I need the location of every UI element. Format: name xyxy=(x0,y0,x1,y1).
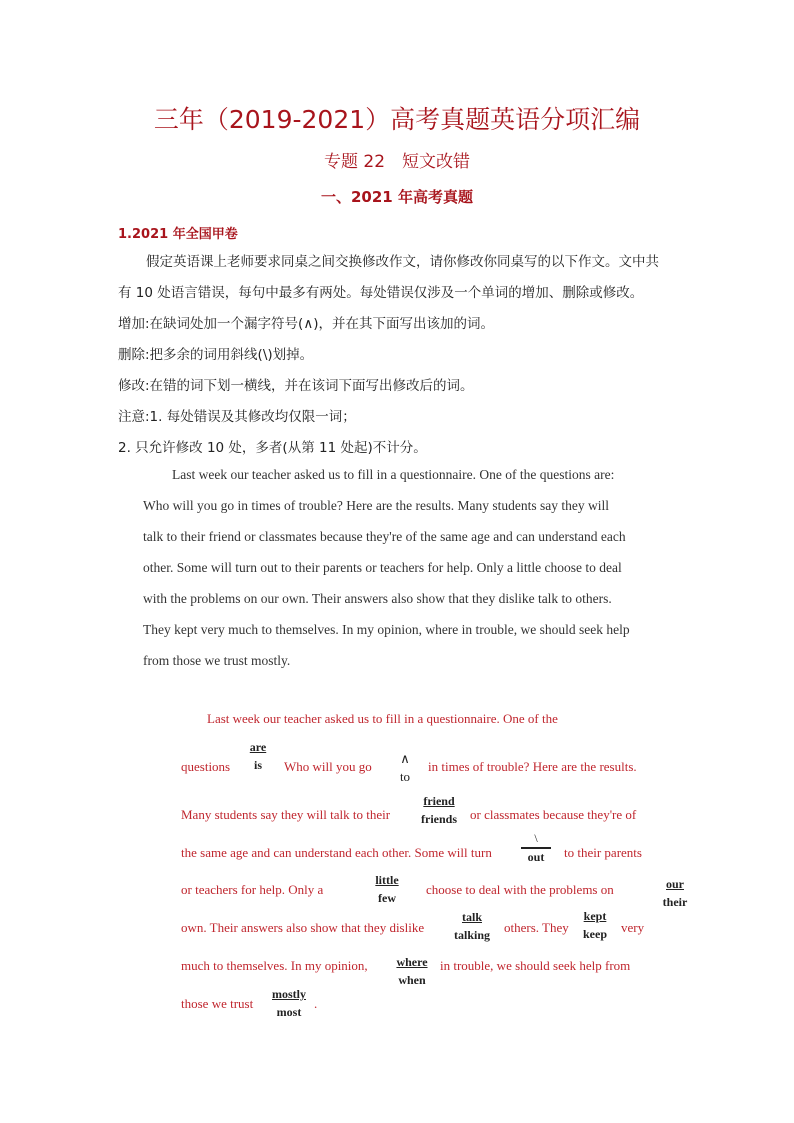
answer-text: questions xyxy=(181,759,231,774)
answer-text: own. Their answers also show that they dislike xyxy=(181,920,425,935)
correction-kept xyxy=(578,907,612,943)
fixed-word: friends xyxy=(421,812,457,826)
correction-where xyxy=(392,953,432,989)
answer-text: Many students say they will talk to their xyxy=(181,807,391,822)
fixed-word: to xyxy=(399,769,411,784)
fixed-word: most xyxy=(276,1005,302,1019)
correction-little xyxy=(370,871,404,907)
essay-line: from those we trust mostly. xyxy=(143,653,291,668)
wrong-word: where xyxy=(396,955,428,969)
wrong-word: mostly xyxy=(272,987,306,1001)
answer-text: . xyxy=(314,996,318,1011)
correction-delete-out xyxy=(521,832,551,864)
instruction-line: 注意:1. 每处错误及其修改均仅限一词； xyxy=(118,409,356,425)
wrong-word: kept xyxy=(583,909,607,923)
correction-mostly xyxy=(268,985,310,1021)
wrong-word: friend xyxy=(423,794,455,808)
instruction-line: 有 10 处语言错误，每句中最多有两处。每处错误仅涉及一个单词的增加、删除或修改。 xyxy=(118,285,644,301)
correction-talk xyxy=(450,908,494,944)
fixed-word: their xyxy=(662,895,688,909)
answer-text: or teachers for help. Only a xyxy=(181,882,324,897)
caret-mark: ∧ xyxy=(400,751,410,766)
answer-text: much to themselves. In my opinion, xyxy=(181,958,368,973)
answer-text: in trouble, we should seek help from xyxy=(440,958,631,973)
deleted-word: out xyxy=(527,850,545,864)
answer-text: or classmates because they're of xyxy=(470,807,637,822)
wrong-word: little xyxy=(375,873,399,887)
correction-friend xyxy=(417,792,461,828)
section-heading: 一、2021 年高考真题 xyxy=(321,188,473,206)
slash-mark: \ xyxy=(534,831,538,845)
answer-line: Last week our teacher asked us to fill in a questionnaire. One of the xyxy=(207,711,558,726)
essay-line: They kept very much to themselves. In my opinion, where in trouble, we should seek help xyxy=(143,622,630,637)
answer-text: others. They xyxy=(504,920,569,935)
fixed-word: keep xyxy=(583,927,607,941)
essay-line: Last week our teacher asked us to fill in a questionnaire. One of the questions are: xyxy=(172,467,615,482)
fixed-word: when xyxy=(398,973,426,987)
wrong-word: talk xyxy=(461,910,482,924)
correction-insert-to xyxy=(393,750,417,786)
topic-subtitle: 专题 22 短文改错 xyxy=(323,152,471,172)
correction-are-is xyxy=(246,738,270,774)
wrong-word: are xyxy=(249,740,267,754)
instruction-line: 删除:把多余的词用斜线(\)划掉。 xyxy=(118,347,314,363)
answer-text: Who will you go xyxy=(284,759,372,774)
answer-text: the same age and can understand each other. Some will turn xyxy=(181,845,492,860)
question-heading: 1.2021 年全国甲卷 xyxy=(118,227,238,242)
answer-text: choose to deal with the problems on xyxy=(426,882,614,897)
fixed-word: is xyxy=(253,758,262,772)
essay-line: other. Some will turn out to their parents or teachers for help. Only a little choose to deal xyxy=(143,560,622,575)
wrong-word: our xyxy=(666,877,684,891)
instruction-line: 修改:在错的词下划一横线，并在该词下面写出修改后的词。 xyxy=(118,378,474,394)
essay-line: talk to their friend or classmates because they're of the same age and can understand each xyxy=(143,529,626,544)
answer-text: to their parents xyxy=(564,845,642,860)
page-title: 三年（2019-2021）高考真题英语分项汇编 xyxy=(153,105,641,134)
instruction-line: 假定英语课上老师要求同桌之间交换修改作文，请你修改你同桌写的以下作文。文中共 xyxy=(146,254,659,270)
fixed-word: talking xyxy=(453,928,490,942)
essay-line: Who will you go in times of trouble? Here are the results. Many students say they will xyxy=(143,498,610,513)
answer-text: those we trust xyxy=(181,996,254,1011)
instruction-line: 2. 只允许修改 10 处，多者(从第 11 处起)不计分。 xyxy=(118,440,427,456)
answer-text: in times of trouble? Here are the results. xyxy=(428,759,637,774)
essay-line: with the problems on our own. Their answers also show that they dislike talk to others. xyxy=(143,591,612,606)
correction-our xyxy=(658,875,692,911)
instruction-line: 增加:在缺词处加一个漏字符号(∧)，并在其下面写出该加的词。 xyxy=(118,316,494,332)
answer-text: very xyxy=(621,920,645,935)
fixed-word: few xyxy=(378,891,396,905)
strike-bar xyxy=(521,847,551,849)
